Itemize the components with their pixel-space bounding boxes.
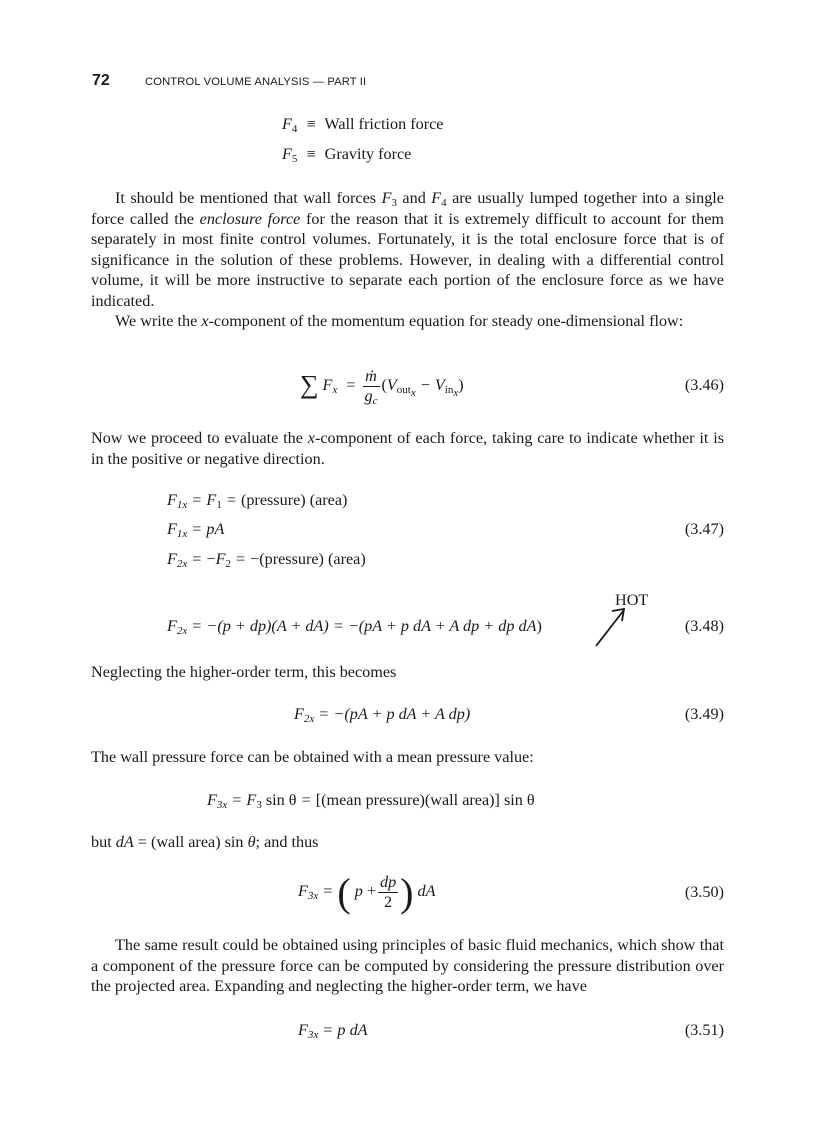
equation-number-3-51: (3.51) bbox=[684, 1021, 724, 1039]
paragraph-wall-pressure: The wall pressure force can be obtained with a mean pressure value: bbox=[91, 748, 534, 766]
definition-f4: $F_4$ ≡ Wall friction force bbox=[282, 115, 444, 135]
higher-order-term: dp dA bbox=[498, 617, 537, 635]
equation-3-51: $F_{3x} = p$ dA bbox=[298, 1021, 368, 1041]
equation-number-3-50: (3.50) bbox=[684, 883, 724, 901]
hot-annotation-label: HOT bbox=[615, 591, 649, 609]
equation-3-49: $F_{2x} = -(pA + p$ dA + A dp) bbox=[294, 705, 471, 725]
equation-3-47-line-2: $F_{1x}$ = pA bbox=[167, 520, 225, 540]
equation-3-46: ∑ $F_x$ = $\frac{\text{ṁ}}{g_c}$ $(V_{out_x} - V_{in_x})$ bbox=[300, 366, 464, 407]
definition-f5: $F_5$ ≡ Gravity force bbox=[282, 145, 412, 165]
equation-number-3-48: (3.48) bbox=[684, 617, 724, 635]
paragraph-evaluate-components: Now we proceed to evaluate the x-component of each force, taking care to indicate whether it is in the positive or negative direction. bbox=[91, 429, 724, 468]
equation-number-3-49: (3.49) bbox=[684, 705, 724, 723]
paragraph-but-da: but dA = (wall area) sin θ; and thus bbox=[91, 833, 319, 851]
paragraph-neglecting: Neglecting the higher-order term, this becomes bbox=[91, 663, 397, 681]
equation-3-47-line-1: $F_{1x} = F_1$ = (pressure) (area) bbox=[167, 491, 348, 511]
hot-strike-arrow bbox=[590, 604, 640, 650]
equation-3-47-line-3: $F_{2x} = -F_2$ = −(pressure) (area) bbox=[167, 550, 366, 570]
equation-wall-pressure: $F_{3x} = F_3$ sin θ = [(mean pressure)(wall area)] sin θ bbox=[207, 791, 535, 811]
paragraph-momentum: We write the x-component of the momentum equation for steady one-dimensional flow: bbox=[115, 312, 684, 330]
paragraph-basic-fluid-mechanics: The same result could be obtained using principles of basic fluid mechanics, which show that a component of the pressure force can be computed by considering the pressure distribution over the projected area. Expanding and neglecting the higher-order term, we have bbox=[91, 936, 724, 996]
running-title: CONTROL VOLUME ANALYSIS — PART II bbox=[145, 76, 367, 88]
equation-number-3-46: (3.46) bbox=[684, 376, 724, 394]
equation-3-48: $F_{2x} = -(p + dp)(A + dA) = -(pA + p$ dA + A dp + dp dA) bbox=[167, 617, 542, 637]
equation-number-3-47: (3.47) bbox=[684, 520, 724, 538]
paragraph-enclosure-force: It should be mentioned that wall forces $F_3$ and $F_4$ are usually lumped together into a single force called the enclosure force for the reason that it is extremely difficult to account for them separately in most finite control volumes. Fortunately, it is the total enclosure force that is of significance in the solution of these problems. However, in dealing with a differential control volume, it will be more instructive to separate each portion of the enclosure force as we have indicated. bbox=[91, 189, 724, 310]
equation-3-50: $F_{3x}$ = ( p + $\frac{dp}{2}$ ) dA bbox=[298, 870, 436, 915]
page-number: 72 bbox=[92, 72, 110, 89]
